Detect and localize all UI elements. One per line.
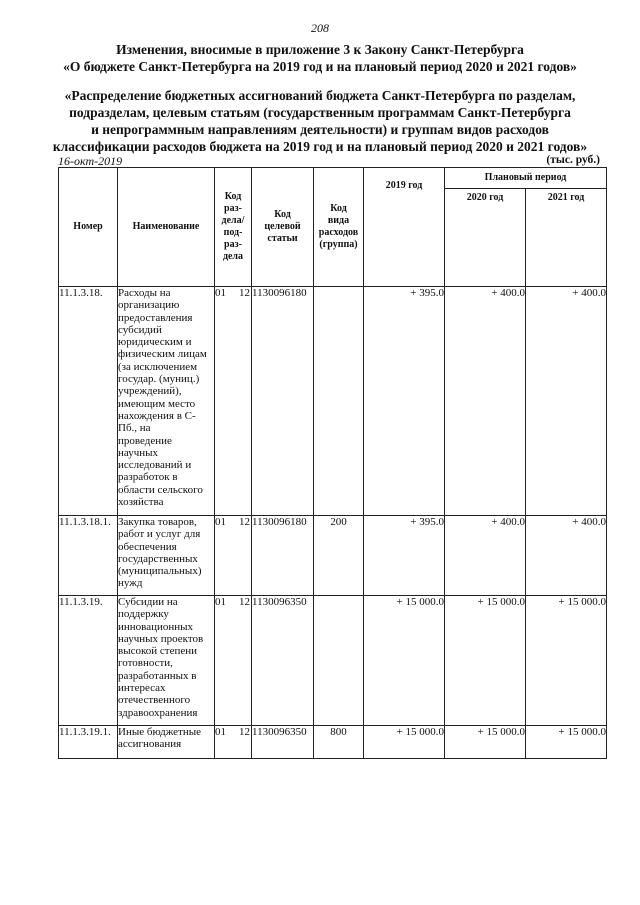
row-section-code [215, 596, 252, 726]
page-number: 208 [311, 21, 329, 35]
budget-table [58, 167, 607, 759]
row-name-line: нужд [118, 577, 143, 590]
row-kind-code [314, 287, 364, 516]
row-target-code: 1130096180 [252, 516, 314, 596]
row-number: 11.1.3.18.1. [59, 516, 118, 596]
row-amount-2020: + 400.0 [445, 516, 526, 596]
table-row [59, 726, 607, 759]
header-number: Номер [59, 168, 118, 287]
row-section-code [215, 516, 252, 596]
document-subtitle [20, 87, 620, 155]
row-name-line: научных проектов [118, 632, 204, 645]
row-amount-2020: + 400.0 [445, 287, 526, 516]
subsection-code: 12 [239, 726, 250, 738]
header-text: дела/ [221, 215, 245, 226]
subsection-code: 12 [239, 287, 250, 299]
row-name-line: Расходы на [118, 287, 171, 299]
header-text: раз- [224, 239, 242, 250]
header-text: дела [222, 251, 244, 262]
table-row [59, 287, 607, 516]
subtitle-line: и непрограммным направлениям деятельности) и группам видов расходов [91, 122, 549, 137]
subsection-code: 12 [239, 596, 250, 608]
document-date: 16-окт-2019 [58, 154, 123, 168]
row-name-line: предоставления [118, 311, 193, 324]
header-kind-code [314, 168, 364, 287]
row-name-line: (за исключением [118, 360, 198, 373]
table-row [59, 516, 607, 596]
row-name-line: интересах [118, 682, 166, 695]
header-2021: 2021 год [526, 189, 607, 287]
row-name-line: инновационных [118, 620, 194, 633]
row-amount-2019: + 395.0 [364, 516, 445, 596]
row-name-line: организацию [118, 299, 180, 312]
row-name-line: Пб., на [118, 422, 151, 435]
title-line: «О бюджете Санкт-Петербурга на 2019 год и на плановый период 2020 и 2021 годов» [63, 59, 577, 74]
row-name-line: субсидий [118, 323, 162, 336]
row-number: 11.1.3.19. [59, 596, 118, 726]
row-name-line: нахождения в С- [118, 409, 196, 422]
row-amount-2021: + 400.0 [526, 287, 607, 516]
header-text: расходов [318, 227, 359, 238]
subtitle-line: подразделам, целевым статьям (государственным программам Санкт-Петербурга [69, 105, 571, 120]
row-name-line: хозяйства [118, 496, 164, 509]
header-target-code [252, 168, 314, 287]
row-name-line: проведение [118, 434, 172, 447]
row-target-code: 1130096350 [252, 726, 314, 759]
table-row [59, 596, 607, 726]
header-2019: 2019 год [364, 168, 445, 287]
header-text: раз- [224, 203, 242, 214]
row-name-line: государственных [118, 552, 198, 565]
row-kind-code: 200 [314, 516, 364, 596]
subsection-code: 12 [239, 516, 250, 528]
subtitle-line: классификации расходов бюджета на 2019 год и на плановый период 2020 и 2021 годов» [52, 139, 588, 154]
row-section-code [215, 726, 252, 759]
row-name-line: разработок в [118, 471, 178, 484]
row-name-line: ассигнования [118, 738, 182, 751]
row-target-code: 1130096180 [252, 287, 314, 516]
header-text: под- [223, 227, 243, 238]
row-amount-2021: + 15 000.0 [526, 726, 607, 759]
header-2020: 2020 год [445, 189, 526, 287]
header-text: Код [274, 209, 291, 220]
header-section-code [215, 168, 252, 287]
row-name-line: области сельского [118, 483, 203, 496]
unit-label: (тыс. руб.) [546, 154, 600, 166]
title-line: Изменения, вносимые в приложение 3 к Закону Санкт-Петербурга [116, 42, 524, 57]
header-text: Код [330, 203, 347, 214]
row-name-line: обеспечения [118, 540, 177, 553]
row-kind-code [314, 596, 364, 726]
row-number: 11.1.3.18. [59, 287, 118, 516]
row-amount-2021: + 400.0 [526, 516, 607, 596]
row-name-line: Иные бюджетные [118, 726, 202, 738]
row-name-line: научных [118, 446, 159, 459]
header-text: (группа) [319, 239, 358, 250]
row-name-line: отечественного [118, 694, 191, 707]
row-name-line: поддержку [118, 608, 169, 621]
row-name-line: работ и услуг для [118, 528, 201, 541]
row-name-line: готовности, [118, 657, 173, 670]
row-name [118, 596, 215, 726]
section-code: 01 [215, 516, 226, 528]
section-code: 01 [215, 287, 226, 299]
header-text: целевой [264, 221, 301, 232]
header-text: вида [327, 215, 350, 226]
row-amount-2020: + 15 000.0 [445, 726, 526, 759]
row-section-code [215, 287, 252, 516]
row-name-line: юридическим и [118, 336, 192, 349]
row-amount-2019: + 395.0 [364, 287, 445, 516]
row-name-line: физическим лицам [118, 348, 207, 361]
row-name-line: Закупка товаров, [118, 516, 197, 528]
row-name [118, 726, 215, 759]
row-name-line: здравоохранения [118, 706, 198, 719]
row-kind-code: 800 [314, 726, 364, 759]
row-name-line: Субсидии на [118, 596, 178, 608]
row-name-line: учреждений), [118, 385, 182, 398]
header-text: статьи [267, 233, 298, 244]
section-code: 01 [215, 596, 226, 608]
row-number: 11.1.3.19.1. [59, 726, 118, 759]
header-text: Код [224, 191, 242, 202]
header-planned-period: Плановый период [445, 168, 607, 189]
row-amount-2019: + 15 000.0 [364, 726, 445, 759]
row-name-line: государ. (муниц.) [118, 373, 200, 386]
row-target-code: 1130096350 [252, 596, 314, 726]
row-name [118, 287, 215, 516]
row-name-line: высокой степени [118, 645, 198, 658]
row-amount-2021: + 15 000.0 [526, 596, 607, 726]
document-title [20, 41, 620, 75]
row-name-line: разработанных в [118, 669, 197, 682]
subtitle-line: «Распределение бюджетных ассигнований бюджета Санкт-Петербурга по разделам, [64, 88, 576, 103]
row-name-line: исследований и [118, 459, 192, 472]
section-code: 01 [215, 726, 226, 738]
header-name: Наименование [118, 168, 215, 287]
row-name-line: имеющим место [118, 397, 196, 410]
row-name-line: (муниципальных) [118, 565, 202, 578]
row-amount-2020: + 15 000.0 [445, 596, 526, 726]
row-amount-2019: + 15 000.0 [364, 596, 445, 726]
row-name [118, 516, 215, 596]
